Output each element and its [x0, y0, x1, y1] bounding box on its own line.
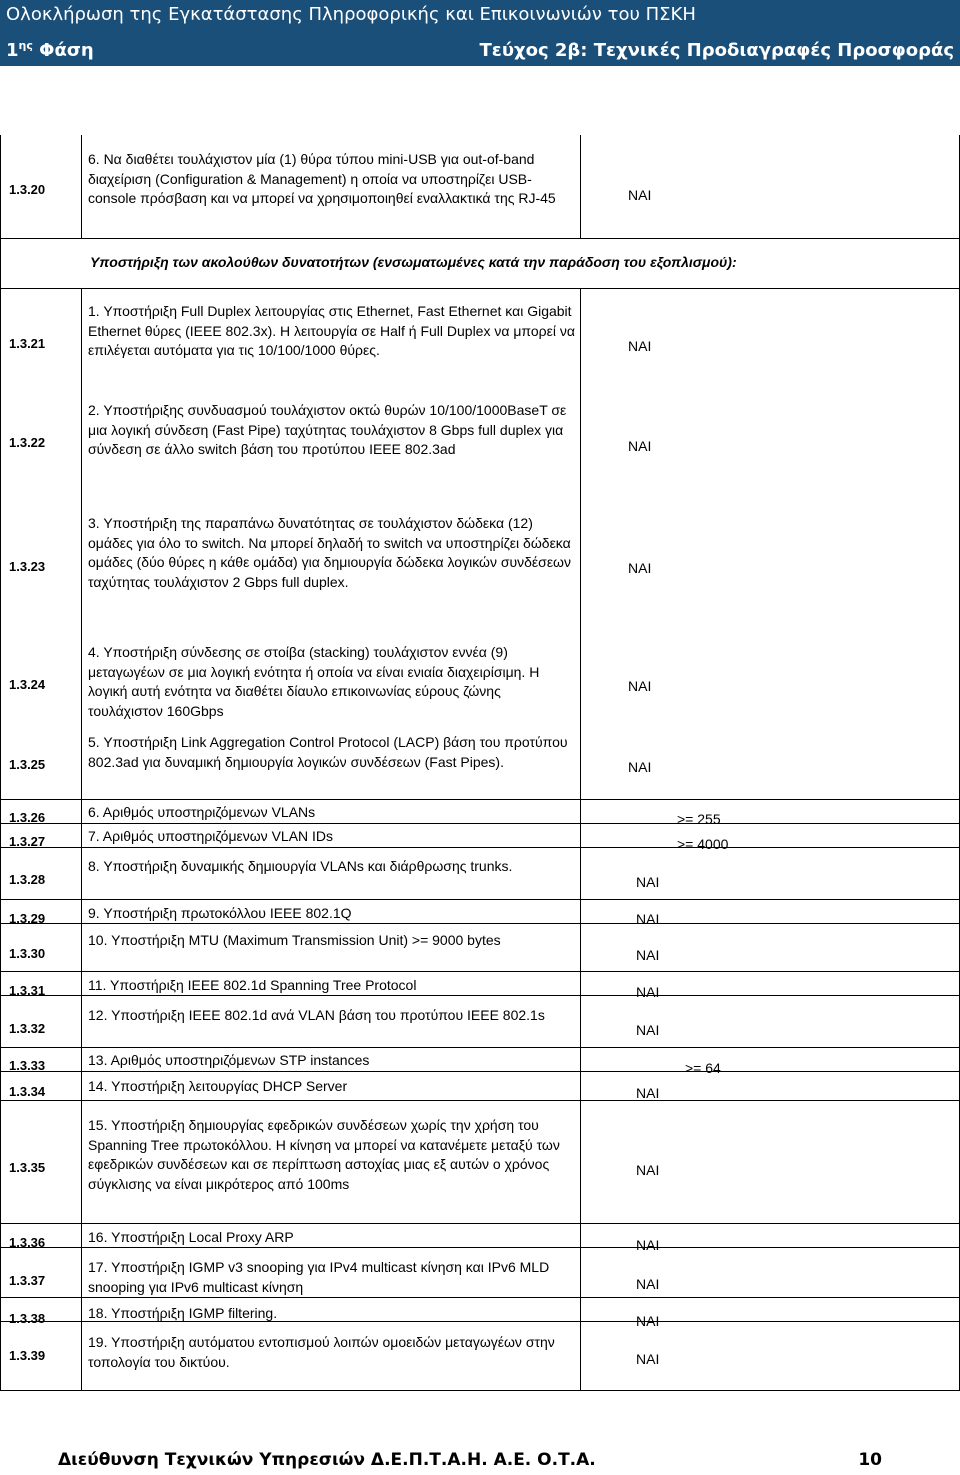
table-vertical-rule [0, 238, 1, 288]
row-requirement: 14. Υποστήριξη λειτουργίας DHCP Server [88, 1078, 348, 1094]
row-compliance: ΝΑΙ [628, 438, 652, 454]
row-id: 1.3.29 [9, 911, 46, 926]
table-horizontal-rule [0, 899, 960, 900]
row-compliance: >= 4000 [677, 836, 729, 852]
table-horizontal-rule [0, 799, 960, 800]
page-footer [58, 1450, 882, 1470]
row-compliance: ΝΑΙ [628, 560, 652, 576]
row-id: 1.3.21 [9, 336, 46, 351]
row-compliance: ΝΑΙ [636, 1162, 660, 1178]
row-requirement: 11. Υποστήριξη IEEE 802.1d Spanning Tree Protocol [88, 977, 417, 993]
phase-label: $1^{\eta\varsigma}$ Φάση [6, 39, 94, 61]
row-id: 1.3.36 [9, 1235, 46, 1250]
row-compliance: ΝΑΙ [636, 911, 660, 927]
row-compliance: ΝΑΙ [636, 1313, 660, 1329]
row-compliance: ΝΑΙ [636, 1022, 660, 1038]
row-requirement: 15. Υποστήριξη δημιουργίας εφεδρικών συνδέσεων χωρίς την χρήση του Spanning Tree πρωτοκόλλου. Η κίνηση να μπορεί να κατανέμετε μεταξύ των εφεδρικών συνδέσεων και σε περίπτωση αστοχίας μιας εξ αυτών ο χρόνος σύγκλισης να είναι μικρότερος από 100ms [88, 1117, 560, 1192]
row-id: 1.3.27 [9, 834, 46, 849]
table-horizontal-rule [0, 1223, 960, 1224]
row-compliance: ΝΑΙ [636, 874, 660, 890]
table-vertical-rule [81, 288, 82, 1390]
row-requirement: 6. Να διαθέτει τουλάχιστον μία (1) θύρα τύπου mini-USB για out-of-band διαχείριση (Configuration & Management) η οποία να υποστηρίζει USB-console πρόσβαση και να μπορεί να χρησιμοποιηθεί εναλλακτικά της RJ-45 [88, 151, 556, 206]
row-requirement: 19. Υποστήριξη αυτόματου εντοπισμού λοιπών ομοειδών μεταγωγέων στην τοπολογία του δικτύου. [88, 1334, 555, 1370]
footer-text: Διεύθυνση Τεχνικών Υπηρεσιών Δ.Ε.Π.Τ.Α.Η. Α.Ε. Ο.Τ.Α. [58, 1450, 596, 1470]
row-requirement: 5. Υποστήριξη Link Aggregation Control Protocol (LACP) βάση του προτύπου 802.3ad για δυναμική δημιουργία λογικών συνδέσεων (Fast Pipes). [88, 734, 568, 770]
row-id: 1.3.24 [9, 677, 46, 692]
row-requirement: 4. Υποστήριξη σύνδεσης σε στοίβα (stacking) τουλάχιστον εννέα (9) μεταγωγέων σε μια λογική ενότητα ή οποία να είναι ενιαία διαχειρίσιμη. Η λογική αυτή ενότητα να διαθέτει δίαυλο επικοινωνίας εύρους ζώνης τουλάχιστον 160Gbps [88, 644, 540, 719]
row-id: 1.3.38 [9, 1311, 46, 1326]
row-compliance: >= 255 [677, 811, 721, 827]
table-horizontal-rule [0, 823, 960, 824]
row-id: 1.3.26 [9, 810, 46, 825]
table-horizontal-rule [0, 1100, 960, 1101]
row-id: 1.3.33 [9, 1058, 46, 1073]
row-id: 1.3.35 [9, 1160, 46, 1175]
table-vertical-rule [580, 135, 581, 238]
row-requirement: 16. Υποστήριξη Local Proxy ARP [88, 1229, 294, 1245]
row-requirement: 6. Αριθμός υποστηριζόμενων VLANs [88, 804, 316, 820]
row-compliance: ΝΑΙ [628, 678, 652, 694]
table-vertical-rule [81, 135, 82, 238]
row-id: 1.3.30 [9, 946, 46, 961]
row-requirement: 13. Αριθμός υποστηριζόμενων STP instances [88, 1052, 370, 1068]
row-requirement: 1. Υποστήριξη Full Duplex λειτουργίας στις Ethernet, Fast Ethernet και Gigabit Ethernet θύρες (IEEE 802.3x). Η λειτουργία σε Half ή Full Duplex να μπορεί να επιλέγεται αυτόματα για τις 10/100/1000 θύρες. [88, 303, 575, 358]
row-id: 1.3.20 [9, 182, 46, 197]
table-horizontal-rule [0, 1071, 960, 1072]
row-id: 1.3.31 [9, 983, 46, 998]
row-compliance: ΝΑΙ [636, 1085, 660, 1101]
table-horizontal-rule [0, 847, 960, 848]
row-compliance: ΝΑΙ [636, 1351, 660, 1367]
document-header-title: Ολοκλήρωση της Εγκατάστασης Πληροφορικής και Επικοινωνιών του ΠΣΚΗ [0, 0, 960, 34]
row-id: 1.3.32 [9, 1021, 46, 1036]
row-id: 1.3.25 [9, 757, 46, 772]
table-horizontal-rule [0, 1047, 960, 1048]
table-horizontal-rule [0, 238, 960, 239]
table-vertical-rule [580, 288, 581, 1390]
volume-label: Τεύχος 2β: Τεχνικές Προδιαγραφές Προσφοράς [479, 39, 954, 61]
table-vertical-rule [0, 288, 1, 1390]
row-compliance: ΝΑΙ [628, 338, 652, 354]
section-heading: Υποστήριξη των ακολούθων δυνατοτήτων (ενσωματωμένες κατά την παράδοση του εξοπλισμού): [90, 254, 737, 270]
row-requirement: 8. Υποστήριξη δυναμικής δημιουργία VLANs και διάρθρωσης trunks. [88, 858, 513, 874]
row-compliance: ΝΑΙ [636, 1276, 660, 1292]
row-requirement: 7. Αριθμός υποστηριζόμενων VLAN IDs [88, 828, 334, 844]
row-requirement: 18. Υποστήριξη IGMP filtering. [88, 1305, 278, 1321]
row-requirement: 17. Υποστήριξη IGMP v3 snooping για IPv4 multicast κίνηση και IPv6 MLD snooping για IPv6 multicast κίνηση [88, 1259, 550, 1295]
row-id: 1.3.28 [9, 872, 46, 887]
row-compliance: ΝΑΙ [636, 1237, 660, 1253]
table-vertical-rule [0, 135, 1, 238]
row-id: 1.3.37 [9, 1273, 46, 1288]
row-requirement: 2. Υποστήριξης συνδυασμού τουλάχιστον οκτώ θυρών 10/100/1000BaseT σε μια λογική σύνδεση (Fast Pipe) ταχύτητας τουλάχιστον 8 Gbps full duplex για σύνδεση σε άλλο switch βάση του προτύπου IEEE 802.3ad [88, 402, 567, 457]
row-compliance: ΝΑΙ [636, 984, 660, 1000]
row-requirement: 3. Υποστήριξη της παραπάνω δυνατότητας σε τουλάχιστον δώδεκα (12) ομάδες για όλο το switch. Να μπορεί δηλαδή το switch να υποστηρίζει δώδεκα ομάδες (δύο θύρες η κάθε ομάδα) για δημιουργία δώδεκα λογικών συνδέσεων ταχύτητας τουλάχιστον 2 Gbps full duplex. [88, 515, 571, 590]
row-compliance: ΝΑΙ [628, 187, 652, 203]
row-compliance: ΝΑΙ [636, 947, 660, 963]
row-compliance: >= 64 [685, 1060, 721, 1076]
row-requirement: 9. Υποστήριξη πρωτοκόλλου IEEE 802.1Q [88, 905, 352, 921]
row-requirement: 10. Υποστήριξη MTU (Maximum Transmission Unit) >= 9000 bytes [88, 932, 501, 948]
row-id: 1.3.23 [9, 559, 46, 574]
table-horizontal-rule [0, 288, 960, 289]
document-header-subtitle [0, 34, 960, 66]
table-horizontal-rule [0, 971, 960, 972]
row-id: 1.3.39 [9, 1348, 46, 1363]
row-compliance: ΝΑΙ [628, 759, 652, 775]
row-id: 1.3.22 [9, 435, 46, 450]
table-horizontal-rule [0, 1390, 960, 1391]
row-id: 1.3.34 [9, 1084, 46, 1099]
row-requirement: 12. Υποστήριξη IEEE 802.1d ανά VLAN βάση του προτύπου IEEE 802.1s [88, 1007, 545, 1023]
page-number: 10 [858, 1450, 882, 1470]
table-horizontal-rule [0, 1297, 960, 1298]
